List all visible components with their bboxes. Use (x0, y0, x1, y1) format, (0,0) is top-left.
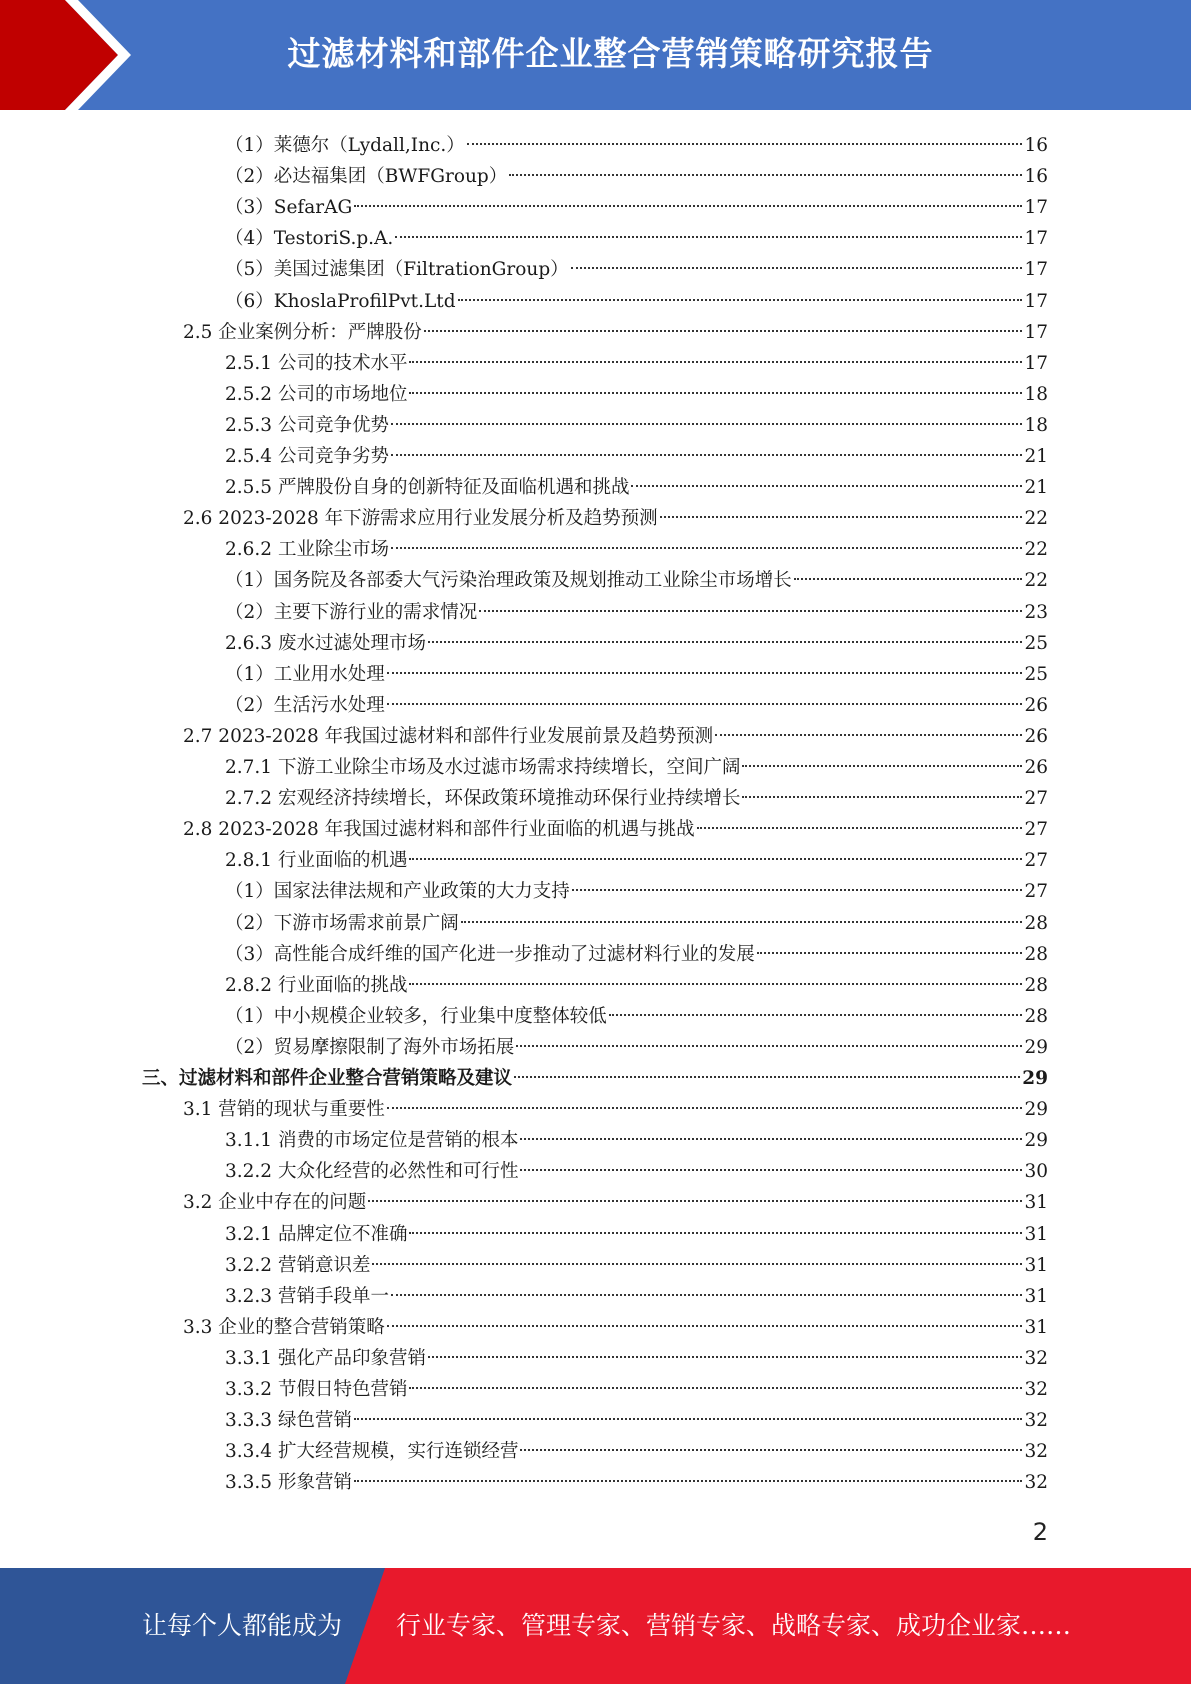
toc-entry-page: 29 (1024, 1036, 1048, 1058)
toc-entry[interactable] (225, 597, 1048, 628)
toc-entry-page: 29 (1024, 1099, 1048, 1121)
toc-entry-title: （6）KhoslaProfilPvt.Ltd (225, 290, 456, 312)
toc-entry[interactable] (225, 348, 1048, 379)
toc-dot-leader (387, 703, 1023, 705)
toc-entry-page: 23 (1024, 601, 1048, 623)
toc-entry[interactable] (225, 130, 1048, 161)
toc-entry-page: 29 (1022, 1068, 1048, 1089)
toc-entry[interactable] (183, 1312, 1048, 1343)
toc-entry[interactable] (183, 1094, 1048, 1125)
toc-entry-page: 26 (1024, 757, 1048, 778)
toc-dot-leader (387, 1107, 1023, 1109)
toc-dot-leader (391, 1294, 1022, 1296)
toc-entry-title: 3.2.2 大众化经营的必然性和可行性 (225, 1161, 519, 1183)
toc-dot-leader (428, 641, 1022, 643)
toc-entry-title: 3.2.2 营销意识差 (225, 1254, 371, 1276)
toc-dot-leader (461, 921, 1023, 923)
toc-entry-page: 31 (1024, 1223, 1048, 1245)
toc-entry[interactable] (225, 752, 1048, 783)
toc-entry-title: （1）国家法律法规和产业政策的大力支持 (225, 881, 570, 903)
toc-entry-page: 31 (1024, 1285, 1048, 1307)
toc-entry[interactable] (225, 1343, 1048, 1374)
toc-entry-title: （2）生活污水处理 (225, 694, 385, 716)
toc-entry[interactable] (225, 379, 1048, 410)
toc-entry-title: 2.6.2 工业除尘市场 (225, 539, 389, 561)
toc-dot-leader (742, 796, 1022, 798)
toc-dot-leader (368, 1200, 1022, 1202)
toc-entry[interactable] (225, 908, 1048, 939)
toc-entry-page: 27 (1024, 850, 1048, 872)
toc-dot-leader (395, 236, 1022, 238)
report-title: 过滤材料和部件企业整合营销策略研究报告 (287, 34, 934, 73)
toc-entry-title: 2.7.1 下游工业除尘市场及水过滤市场需求持续增长，空间广阔 (225, 757, 741, 778)
toc-dot-leader (520, 1138, 1022, 1140)
toc-entry-title: （4）TestoriS.p.A. (225, 228, 394, 250)
toc-dot-leader (514, 1076, 1020, 1078)
toc-entry[interactable] (183, 503, 1048, 534)
toc-dot-leader (609, 1014, 1023, 1016)
toc-entry[interactable] (225, 690, 1048, 721)
toc-entry-page: 18 (1024, 383, 1048, 405)
toc-entry-page: 17 (1024, 197, 1048, 219)
toc-entry-title: （1）莱德尔（Lydall,Inc.） (225, 135, 465, 156)
toc-entry-page: 17 (1024, 259, 1048, 281)
page-header (0, 0, 1191, 110)
toc-entry-page: 27 (1024, 819, 1048, 841)
toc-entry[interactable] (225, 1436, 1048, 1467)
toc-entry-page: 32 (1024, 1410, 1048, 1432)
footer-slogan-left: 让每个人都能成为 (142, 1611, 343, 1640)
toc-entry[interactable] (225, 534, 1048, 565)
toc-entry-title: 2.8 2023-2028 年我国过滤材料和部件行业面临的机遇与挑战 (183, 819, 695, 841)
toc-entry[interactable] (225, 410, 1048, 441)
toc-entry-title: （2）贸易摩擦限制了海外市场拓展 (225, 1036, 515, 1058)
toc-dot-leader (387, 672, 1023, 674)
toc-dot-leader (354, 205, 1022, 207)
toc-dot-leader (409, 361, 1022, 363)
toc-entry-page: 22 (1024, 508, 1048, 530)
toc-entry[interactable] (225, 845, 1048, 876)
toc-dot-leader (409, 983, 1022, 985)
toc-dot-leader (520, 1449, 1022, 1451)
toc-entry[interactable] (225, 1156, 1048, 1187)
toc-dot-leader (372, 1263, 1022, 1265)
toc-entry-title: 2.6.3 废水过滤处理市场 (225, 632, 426, 654)
toc-dot-leader (409, 1232, 1022, 1234)
toc-entry[interactable] (225, 1374, 1048, 1405)
toc-dot-leader (742, 765, 1022, 767)
toc-entry[interactable] (225, 970, 1048, 1001)
toc-entry-page: 28 (1024, 912, 1048, 934)
toc-entry-title: 2.7.2 宏观经济持续增长，环保政策环境推动环保行业持续增长 (225, 788, 741, 810)
toc-entry-title: 3.3.3 绿色营销 (225, 1410, 352, 1432)
toc-entry-page: 31 (1024, 1254, 1048, 1276)
toc-entry[interactable] (225, 1219, 1048, 1250)
toc-entry-page: 32 (1024, 1347, 1048, 1369)
toc-dot-leader (757, 952, 1023, 954)
toc-entry[interactable] (225, 1001, 1048, 1032)
toc-dot-leader (520, 1169, 1022, 1171)
toc-entry-page: 16 (1024, 135, 1048, 156)
toc-dot-leader (479, 610, 1022, 612)
toc-entry[interactable] (225, 254, 1048, 285)
toc-entry[interactable] (225, 286, 1048, 317)
toc-dot-leader (715, 734, 1022, 736)
toc-entry-title: （2）必达福集团（BWFGroup） (225, 166, 508, 188)
toc-entry-title: （3）高性能合成纤维的国产化进一步推动了过滤材料行业的发展 (225, 943, 755, 965)
toc-entry-page: 31 (1024, 1192, 1048, 1214)
toc-entry-title: 3.3.4 扩大经营规模，实行连锁经营 (225, 1441, 519, 1463)
toc-dot-leader (467, 143, 1023, 145)
toc-entry-title: 3.3 企业的整合营销策略 (183, 1316, 385, 1338)
toc-dot-leader (391, 423, 1022, 425)
toc-dot-leader (697, 827, 1023, 829)
toc-dot-leader (509, 174, 1022, 176)
toc-entry-title: （2）下游市场需求前景广阔 (225, 912, 459, 934)
toc-entry-page: 16 (1024, 166, 1048, 188)
toc-dot-leader (387, 1325, 1023, 1327)
toc-entry-title: 2.5.4 公司竞争劣势 (225, 446, 389, 467)
toc-entry-title: 2.5.2 公司的市场地位 (225, 383, 408, 405)
toc-entry-title: 3.1.1 消费的市场定位是营销的根本 (225, 1130, 519, 1152)
toc-entry-title: 3.3.2 节假日特色营销 (225, 1379, 408, 1400)
toc-entry-page: 18 (1024, 414, 1048, 436)
toc-entry-page: 25 (1024, 632, 1048, 654)
toc-entry[interactable] (225, 192, 1048, 223)
toc-entry-title: 2.7 2023-2028 年我国过滤材料和部件行业发展前景及趋势预测 (183, 725, 714, 747)
toc-entry-page: 32 (1024, 1472, 1048, 1494)
toc-entry-page: 32 (1024, 1379, 1048, 1400)
toc-dot-leader (458, 299, 1023, 301)
toc-entry-title: 2.5.3 公司竞争优势 (225, 414, 389, 436)
toc-entry-title: 2.6 2023-2028 年下游需求应用行业发展分析及趋势预测 (183, 508, 658, 530)
toc-entry-title: 3.2.1 品牌定位不准确 (225, 1223, 408, 1245)
toc-entry-page: 30 (1024, 1161, 1048, 1183)
toc-entry-page: 26 (1024, 694, 1048, 716)
toc-entry-page: 27 (1024, 881, 1048, 903)
toc-dot-leader (409, 1387, 1022, 1389)
toc-entry-page: 22 (1024, 539, 1048, 561)
toc-entry[interactable] (183, 721, 1048, 752)
toc-dot-leader (424, 330, 1023, 332)
toc-entry-title: 2.5.5 严牌股份自身的创新特征及面临机遇和挑战 (225, 477, 630, 499)
toc-entry-title: 2.5.1 公司的技术水平 (225, 352, 408, 374)
toc-entry-page: 22 (1024, 570, 1048, 592)
toc-entry[interactable] (225, 223, 1048, 254)
toc-entry-title: （3）SefarAG (225, 197, 353, 219)
toc-entry[interactable] (225, 1467, 1048, 1498)
toc-entry-page: 32 (1024, 1441, 1048, 1463)
toc-entry-title: 三、过滤材料和部件企业整合营销策略及建议 (142, 1068, 513, 1089)
toc-entry[interactable] (225, 1250, 1048, 1281)
toc-entry-page: 17 (1024, 290, 1048, 312)
toc-entry[interactable] (225, 1281, 1048, 1312)
toc-entry[interactable] (142, 1063, 1048, 1094)
toc-dot-leader (391, 547, 1022, 549)
toc-entry[interactable] (183, 317, 1048, 348)
page-number: 2 (1032, 1518, 1048, 1546)
toc-dot-leader (660, 516, 1023, 518)
toc-dot-leader (354, 1480, 1023, 1482)
toc-entry-title: 3.1 营销的现状与重要性 (183, 1099, 385, 1121)
toc-entry-title: （1）国务院及各部委大气污染治理政策及规划推动工业除尘市场增长 (225, 570, 792, 592)
toc-entry[interactable] (225, 1032, 1048, 1063)
toc-entry[interactable] (225, 161, 1048, 192)
toc-entry[interactable] (225, 783, 1048, 814)
toc-dot-leader (409, 858, 1022, 860)
toc-entry[interactable] (225, 1125, 1048, 1156)
toc-entry-page: 17 (1024, 352, 1048, 374)
toc-entry-page: 27 (1024, 788, 1048, 810)
toc-entry-page: 17 (1024, 228, 1048, 250)
toc-entry[interactable] (225, 939, 1048, 970)
toc-dot-leader (516, 1045, 1022, 1047)
toc-entry-page: 21 (1024, 446, 1048, 467)
toc-entry-title: 2.8.1 行业面临的机遇 (225, 850, 408, 872)
toc-entry-page: 26 (1024, 725, 1048, 747)
toc-entry-title: （5）美国过滤集团（FiltrationGroup） (225, 259, 569, 281)
toc-entry-title: （1）工业用水处理 (225, 663, 385, 685)
toc-entry-page: 28 (1024, 943, 1048, 965)
toc-entry-page: 28 (1024, 974, 1048, 996)
toc-entry[interactable] (225, 565, 1048, 596)
toc-entry[interactable] (225, 472, 1048, 503)
toc-dot-leader (409, 392, 1022, 394)
footer-slogan-right: 行业专家、管理专家、营销专家、战略专家、成功企业家…… (396, 1611, 1072, 1640)
toc-entry-page: 17 (1024, 321, 1048, 343)
toc-entry-page: 28 (1024, 1005, 1048, 1027)
toc-entry-page: 31 (1024, 1316, 1048, 1338)
toc-entry[interactable] (183, 1187, 1048, 1218)
toc-entry-title: 3.3.5 形象营销 (225, 1472, 352, 1494)
toc-entry[interactable] (225, 441, 1048, 472)
toc-dot-leader (794, 578, 1023, 580)
toc-entry-title: 3.2 企业中存在的问题 (183, 1192, 367, 1214)
toc-entry-title: 3.3.1 强化产品印象营销 (225, 1347, 426, 1369)
toc-dot-leader (571, 267, 1023, 269)
toc-dot-leader (631, 485, 1022, 487)
toc-entry[interactable] (225, 659, 1048, 690)
toc-entry[interactable] (225, 876, 1048, 907)
toc-entry-title: 2.5 企业案例分析：严牌股份 (183, 321, 422, 343)
toc-entry-title: （1）中小规模企业较多，行业集中度整体较低 (225, 1005, 607, 1027)
toc-entry-title: 3.2.3 营销手段单一 (225, 1285, 389, 1307)
toc-entry-title: 2.8.2 行业面临的挑战 (225, 974, 408, 996)
page-footer (0, 1568, 1191, 1684)
toc-dot-leader (391, 454, 1022, 456)
toc-dot-leader (428, 1356, 1022, 1358)
toc-entry-title: （2）主要下游行业的需求情况 (225, 601, 478, 623)
toc-dot-leader (354, 1418, 1023, 1420)
toc-entry[interactable] (183, 814, 1048, 845)
toc-entry-page: 21 (1024, 477, 1048, 499)
toc-entry[interactable] (225, 1405, 1048, 1436)
toc-dot-leader (572, 889, 1023, 891)
toc-entry[interactable] (225, 628, 1048, 659)
toc-entry-page: 25 (1024, 663, 1048, 685)
toc-entry-page: 29 (1024, 1130, 1048, 1152)
